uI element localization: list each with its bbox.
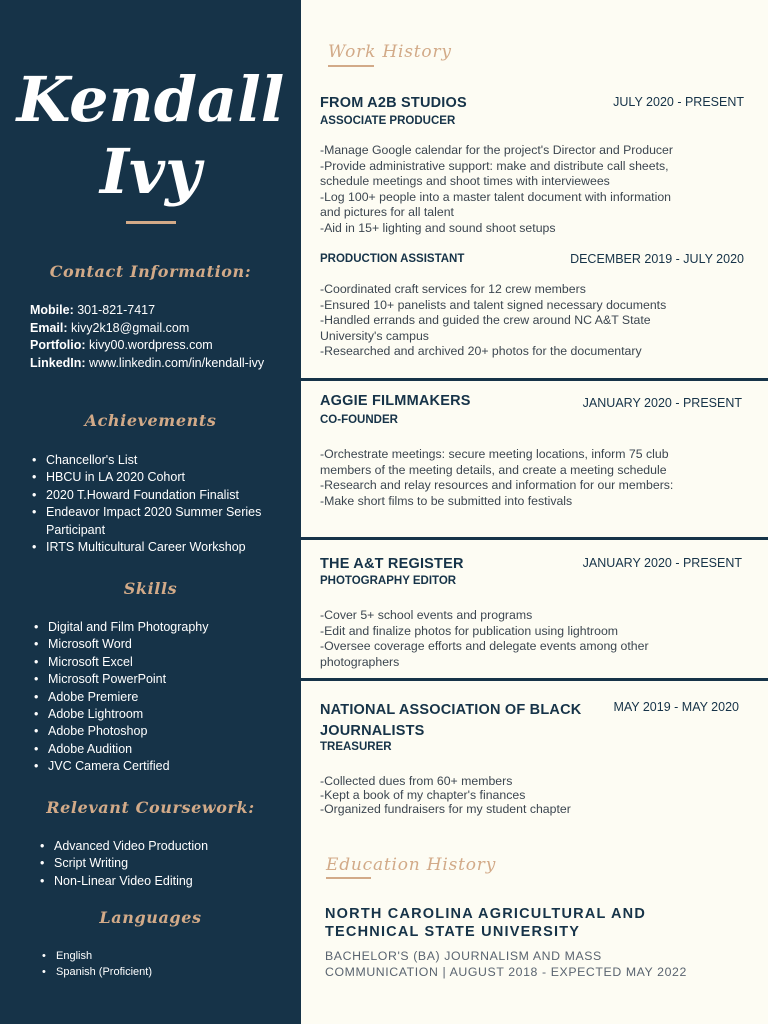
main-content [301,0,768,1024]
job-description: -Cover 5+ school events and programs -Edit and finalize photos for publication using lightroom -Oversee coverage efforts and delegate events among other photographers [320,608,649,669]
achievements-list [30,452,280,556]
job-role: CO-FOUNDER [320,414,398,426]
skill-item: • Adobe Audition [34,741,133,756]
section-divider [301,537,768,540]
course-item: • Advanced Video Production [40,839,209,853]
skill-item: • Microsoft Word [34,637,132,652]
skill-item: • Adobe Photoshop [34,724,148,739]
name-last: Ivy [99,135,202,208]
skill-item: • JVC Camera Certified [34,759,170,774]
language-item: • Spanish (Proficient) [42,965,152,978]
skills-heading: Skills [123,579,178,598]
job-role: ASSOCIATE PRODUCER [320,115,456,127]
education-heading: Education History [326,855,497,875]
job-description: -Coordinated craft services for 12 crew members -Ensured 10+ panelists and talent signed necessary documents -Handled errands and guided the crew around NC A&T State University's campus -Researched and archived 20+ photos for the documentary [320,282,667,359]
language-item: • English [42,950,93,962]
job-date: MAY 2019 - MAY 2020 [613,700,739,714]
job-role: PHOTOGRAPHY EDITOR [320,575,457,587]
achievement-item: • 2020 T.Howard Foundation Finalist [32,487,239,502]
edu-degree: BACHELOR'S (BA) JOURNALISM AND MASS COMMUNICATION | AUGUST 2018 - EXPECTED MAY 2022 [325,949,687,979]
mobile-value[interactable]: 301-821-7417 [77,303,156,317]
languages-list [40,949,290,980]
job-date: JANUARY 2020 - PRESENT [582,556,742,570]
skill-item: • Adobe Lightroom [34,707,144,722]
job-date: JANUARY 2020 - PRESENT [582,396,742,410]
portfolio-link[interactable]: kivy00.wordpress.com [89,338,213,352]
name-first: Kendall [16,63,285,136]
job-date: JULY 2020 - PRESENT [613,95,744,109]
job-org: NATIONAL ASSOCIATION OF BLACK JOURNALISTS [320,702,582,739]
education-underline [326,877,371,879]
skill-item: • Microsoft PowerPoint [34,672,167,687]
job-role: TREASURER [320,741,392,753]
job-description: -Collected dues from 60+ members -Kept a book of my chapter's finances -Organized fundraisers for my student chapter [320,774,571,816]
contact-block [30,302,280,372]
portfolio-label: Portfolio: [30,338,86,352]
job-org: AGGIE FILMMAKERS [320,393,471,409]
sidebar [0,0,301,1024]
contact-heading: Contact Information: [49,262,252,281]
achievement-item: • IRTS Multicultural Career Workshop [32,540,246,555]
achievements-heading: Achievements [84,411,217,430]
job-date: DECEMBER 2019 - JULY 2020 [570,252,744,266]
contact-mobile [30,302,280,320]
contact-linkedin [30,355,280,373]
linkedin-link[interactable]: www.linkedin.com/in/kendall-ivy [89,355,265,370]
contact-email [30,320,280,338]
edu-school: NORTH CAROLINA AGRICULTURAL AND TECHNICAL STATE UNIVERSITY [325,906,646,940]
course-item: • Script Writing [40,856,129,871]
section-divider [301,678,768,681]
email-link[interactable]: kivy2k18@gmail.com [71,320,190,335]
skill-item: • Microsoft Excel [34,654,133,669]
name-underline [126,221,176,224]
achievement-item: • HBCU in LA 2020 Cohort [32,470,185,485]
mobile-label: Mobile: [30,303,74,317]
section-divider [301,378,768,381]
job-org: THE A&T REGISTER [320,556,464,572]
course-item: • Non-Linear Video Editing [40,873,193,888]
coursework-list [38,838,288,890]
languages-heading: Languages [99,908,202,927]
skills-list [32,619,282,776]
work-history-heading: Work History [328,42,452,62]
job-role: PRODUCTION ASSISTANT [320,253,465,265]
work-history-underline [328,65,374,67]
email-label: Email: [30,320,68,335]
contact-portfolio [30,337,280,355]
job-description: -Manage Google calendar for the project's Director and Producer -Provide administrative support: make and distribute call sheets, schedule meetings and shoot times with interviewees -Log 100+ people into a master talent document with information and pictures for all talent -Aid in 15+ lighting and sound shoot setups [320,143,673,235]
job-description: -Orchestrate meetings: secure meeting locations, inform 75 club members of the meeting details, and create a meeting schedule -Research and relay resources and information for our members: -Make short films to be submitted into festivals [320,447,674,508]
achievement-item: • Chancellor's List [32,453,138,467]
coursework-heading: Relevant Coursework: [46,798,255,817]
skill-item: • Adobe Premiere [34,689,139,704]
achievement-item: • Endeavor Impact 2020 Summer Series Participant [32,505,262,537]
skill-item: • Digital and Film Photography [34,620,209,634]
linkedin-label: LinkedIn: [30,355,86,370]
job-org: FROM A2B STUDIOS [320,95,467,111]
